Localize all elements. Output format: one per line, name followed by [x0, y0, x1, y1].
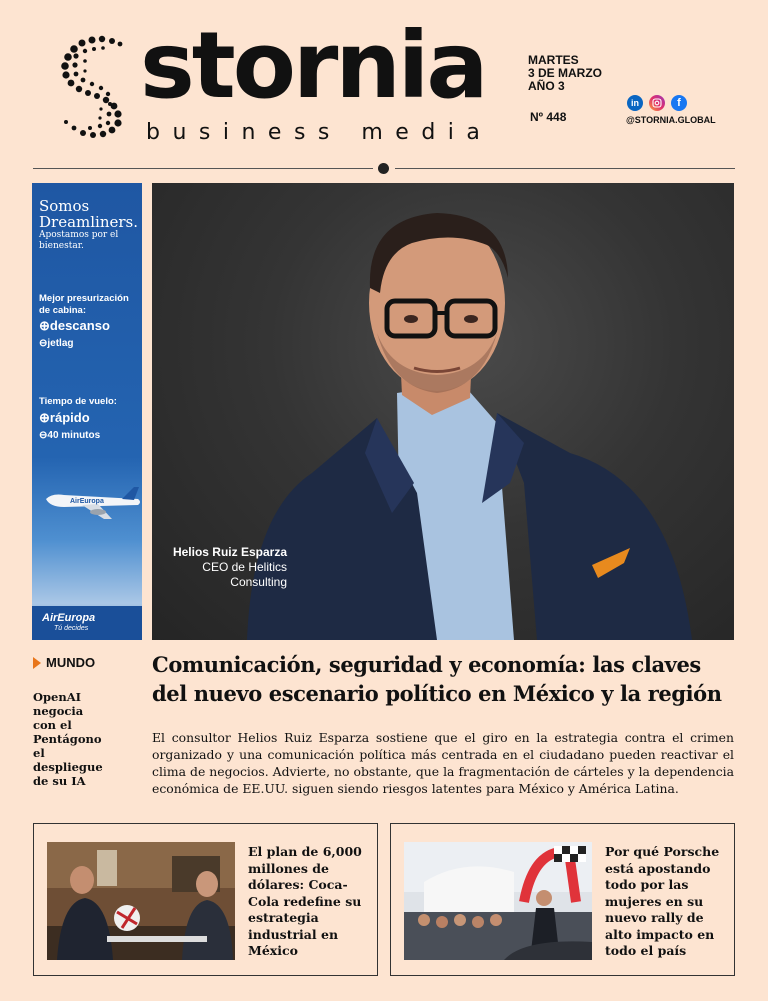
divider-right — [395, 168, 735, 169]
logo-mark — [58, 34, 130, 138]
brand-tagline: business media — [146, 120, 493, 145]
divider-ornament — [378, 163, 389, 174]
issue-number: Nº 448 — [530, 110, 567, 124]
instagram-icon[interactable] — [649, 95, 665, 111]
ad-brand: AirEuropa — [42, 612, 96, 624]
ad-block1-minus: ⊖jetlag — [39, 338, 74, 349]
story-card[interactable] — [33, 823, 378, 976]
minus-icon: ⊖ — [39, 338, 48, 349]
date-weekday: MARTES — [528, 53, 579, 67]
social-links — [627, 95, 687, 111]
ad-subhead: Apostamos por el bienestar. — [39, 230, 119, 251]
social-handle[interactable]: @STORNIA.GLOBAL — [626, 115, 716, 125]
main-headline[interactable]: Comunicación, seguridad y economía: las claves del nuevo escenario político en México y la región — [152, 652, 722, 706]
caption-role: CEO de Helitics Consulting — [202, 560, 287, 589]
plus-icon: ⊕ — [39, 410, 50, 425]
advertisement[interactable] — [32, 183, 142, 640]
section-label-mundo[interactable] — [33, 655, 95, 670]
side-story-headline[interactable]: OpenAI negocia con el Pentágono el despliegue de su IA — [33, 690, 103, 788]
section-label: MUNDO — [46, 655, 96, 670]
office-meeting-image — [47, 842, 235, 960]
brand-wordmark: stornia — [140, 12, 486, 119]
ad-block2-plus: ⊕rápido — [39, 410, 90, 425]
ad-slogan: Tú decides — [54, 625, 89, 632]
card-headline[interactable]: El plan de 6,000 millones de dólares: Coca-Cola redefine su estrategia industrial en México — [248, 844, 362, 958]
caption-name: Helios Ruiz Esparza — [172, 545, 287, 559]
plus-icon: ⊕ — [39, 318, 50, 333]
ad-footer — [32, 606, 142, 640]
minus-icon: ⊖ — [39, 430, 48, 441]
ad-block1-label: Mejor presurización de cabina: — [39, 293, 129, 316]
linkedin-icon[interactable]: in — [627, 95, 643, 111]
date-day: 3 DE MARZO — [528, 66, 603, 80]
story-card[interactable] — [390, 823, 735, 976]
divider-left — [33, 168, 373, 169]
rally-event-image — [404, 842, 592, 960]
date-year: AÑO 3 — [528, 79, 565, 93]
triangle-icon — [33, 657, 41, 669]
photo-caption — [152, 545, 287, 590]
ad-block2-minus: ⊖40 minutos — [39, 430, 101, 441]
card-photo — [47, 842, 235, 960]
card-headline[interactable]: Por qué Porsche está apostando todo por las mujeres en su nuevo rally de alto impacto en todo el país — [605, 844, 720, 958]
hero-photo[interactable] — [152, 183, 734, 640]
facebook-icon[interactable]: f — [671, 95, 687, 111]
issue-date — [528, 54, 602, 93]
ad-headline: Somos Dreamliners. — [39, 197, 139, 231]
airplane-image — [42, 483, 142, 523]
ad-block1-plus: ⊕descanso — [39, 318, 110, 333]
ad-block2-label: Tiempo de vuelo: — [39, 396, 117, 407]
card-photo — [404, 842, 592, 960]
main-lede: El consultor Helios Ruiz Esparza sostiene que el giro en la estrategia contra el crimen organizado y una comunicación política más centrada en el ciudadano pueden reactivar el clima de negocios. Advierte, no obstante, que la fragmentación de cárteles y la dependencia económica de EE.UU. siguen siendo riesgos latentes para México y América Latina. — [152, 730, 734, 796]
plane-livery: AirEuropa — [70, 498, 104, 505]
